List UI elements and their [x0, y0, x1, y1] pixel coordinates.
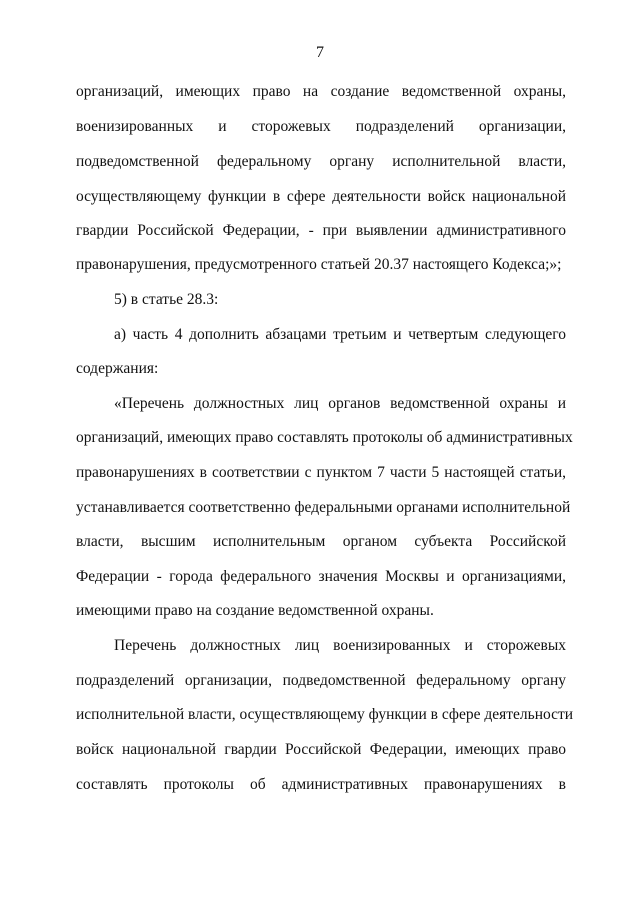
text-line: «Перечень должностных лиц органов ведомственной охраны и [114, 395, 566, 412]
text-line: имеющими право на создание ведомственной охраны. [76, 602, 434, 619]
text-line: правонарушения, предусмотренного статьей 20.37 настоящего Кодекса;»; [76, 256, 562, 273]
text-line: подразделений организации, подведомственной федеральному органу [76, 672, 566, 689]
text-line: содержания: [76, 360, 159, 377]
text-line: устанавливается соответственно федеральными органами исполнительной [76, 499, 571, 516]
page-number: 7 [316, 44, 324, 61]
text-line: власти, высшим исполнительным органом субъекта Российской [76, 533, 566, 550]
text-line: гвардии Российской Федерации, - при выявлении административного [76, 222, 566, 239]
text-line: правонарушениях в соответствии с пунктом 7 части 5 настоящей статьи, [76, 464, 566, 481]
text-line: составлять протоколы об административных правонарушениях в [76, 776, 566, 793]
text-line: а) часть 4 дополнить абзацами третьим и четвертым следующего [114, 326, 566, 343]
text-line: организаций, имеющих право составлять протоколы об административных [76, 429, 573, 446]
text-line: исполнительной власти, осуществляющему функции в сфере деятельности [76, 706, 574, 723]
text-line: подведомственной федеральному органу исполнительной власти, [76, 153, 566, 170]
text-line: осуществляющему функции в сфере деятельности войск национальной [76, 188, 566, 205]
text-line: войск национальной гвардии Российской Федерации, имеющих право [76, 741, 566, 758]
text-line: военизированных и сторожевых подразделений организации, [76, 118, 566, 135]
text-line: организаций, имеющих право на создание ведомственной охраны, [76, 83, 566, 100]
text-line: Перечень должностных лиц военизированных и сторожевых [114, 637, 566, 654]
list-item: 5) в статье 28.3: [114, 291, 219, 308]
text-line: Федерации - города федерального значения Москвы и организациями, [76, 568, 566, 585]
